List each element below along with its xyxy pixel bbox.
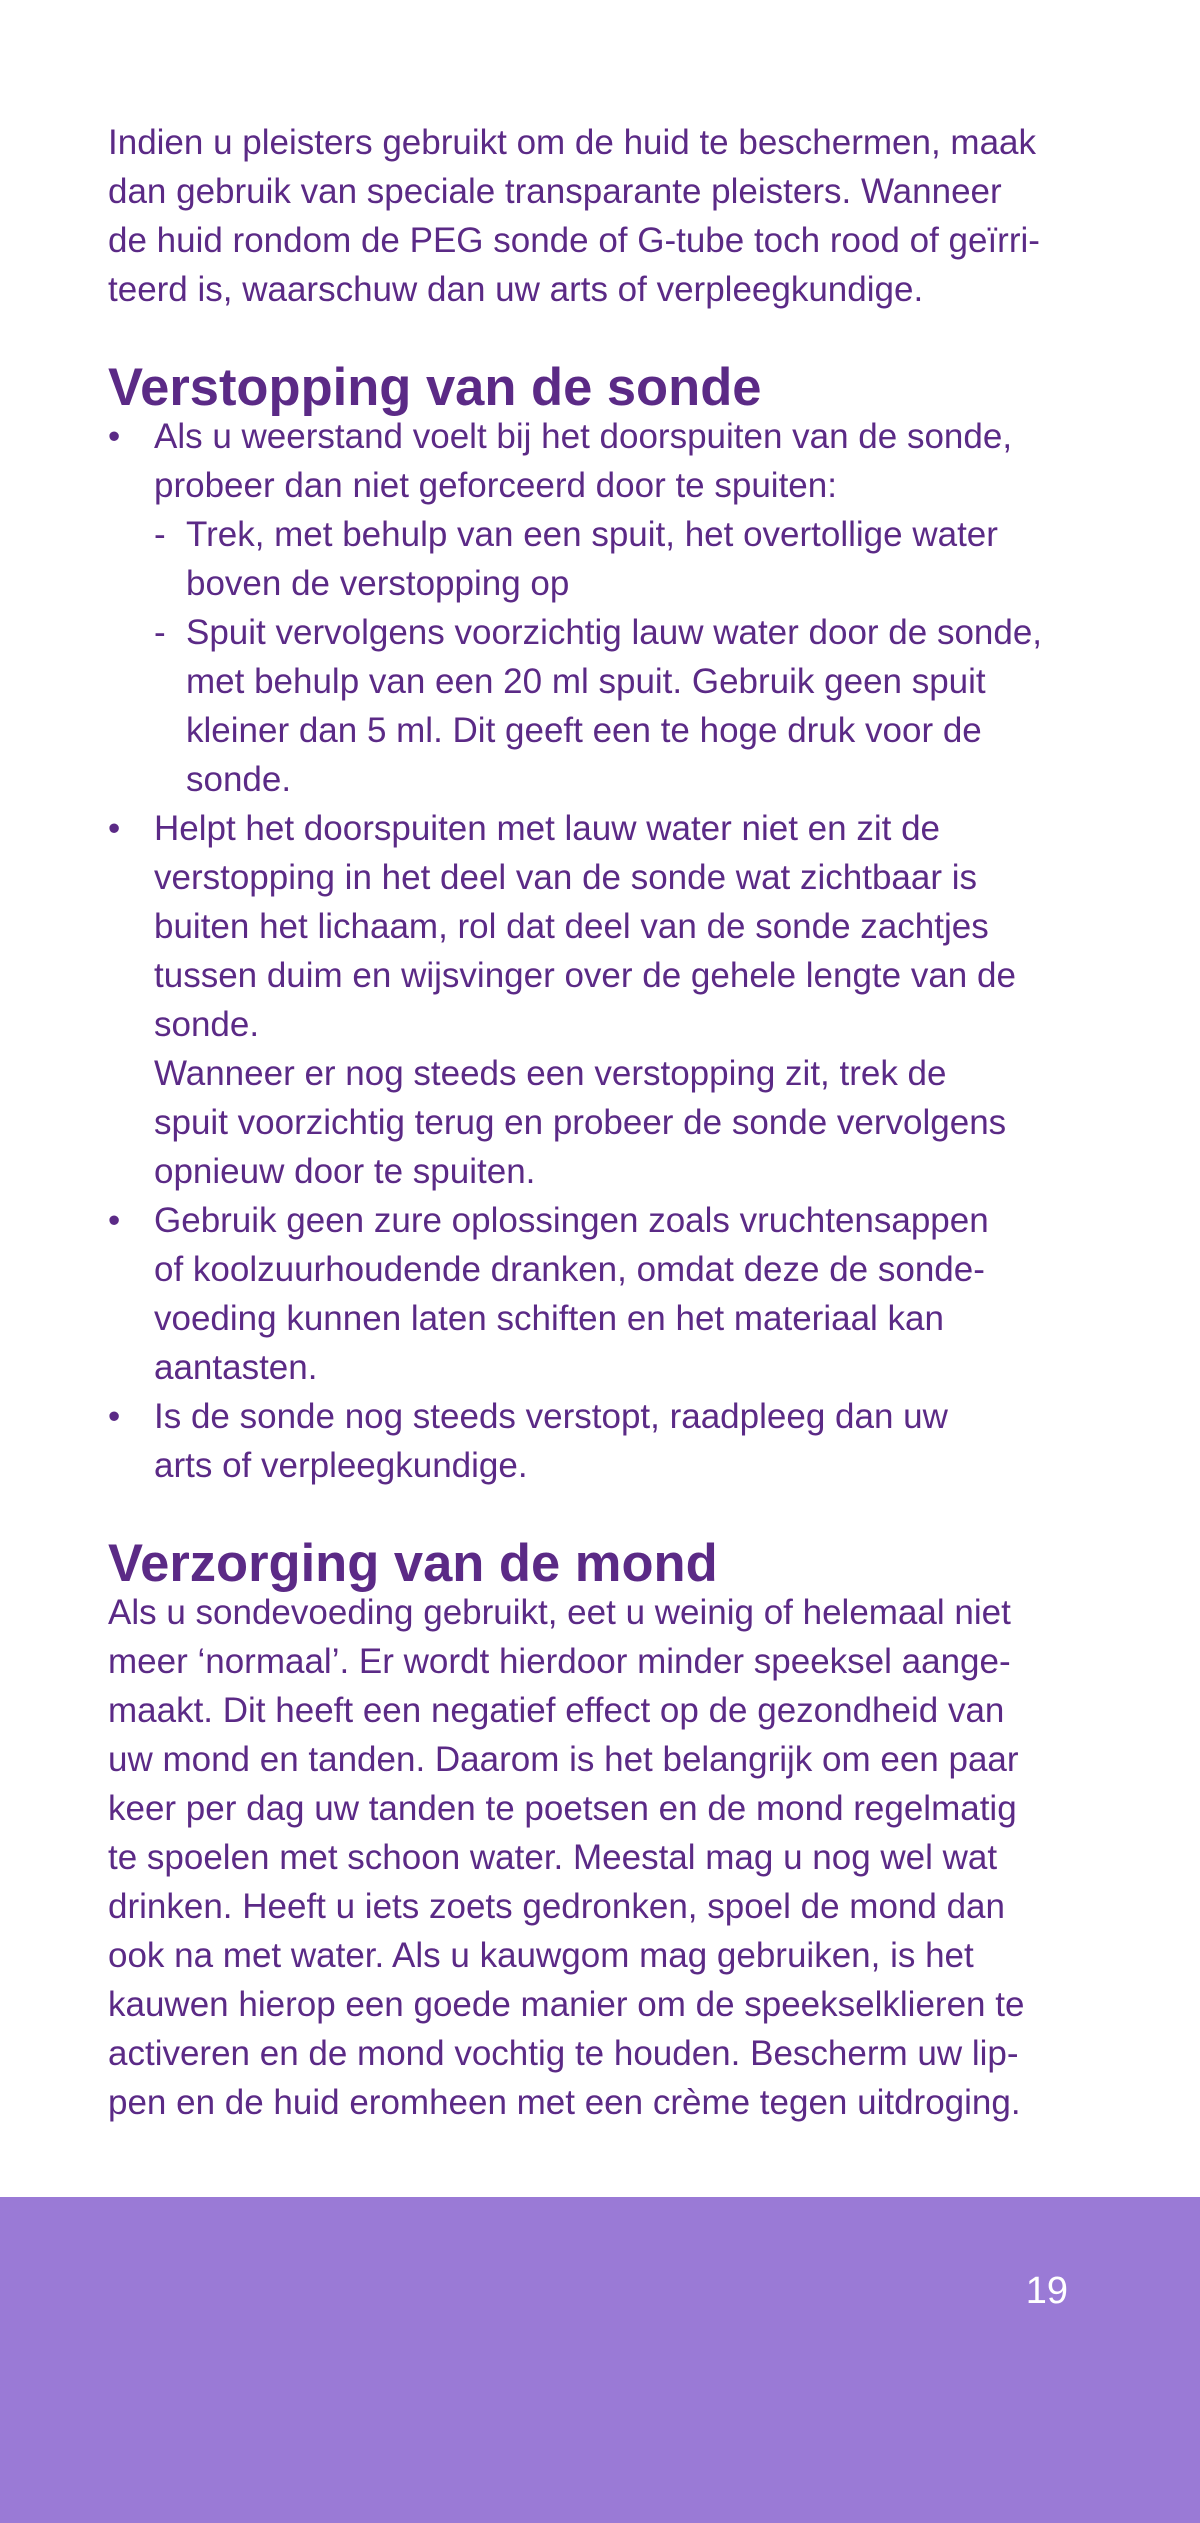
bullet-icon: • <box>108 1201 121 1240</box>
bullet-text: Gebruik geen zure oplossingen zoals vruchtensappen of koolzuurhoudende dranken, omdat deze de sonde- voeding kunnen laten schiften en het materiaal kan aantasten. <box>154 1201 989 1387</box>
bullet-text: Als u weerstand voelt bij het doorspuiten van de sonde, probeer dan niet geforceerd door te spuiten: <box>154 417 1013 505</box>
sub-list-item <box>154 510 1108 608</box>
bullet-text: Helpt het doorspuiten met lauw water niet en zit de verstopping in het deel van de sonde wat zichtbaar is buiten het lichaam, rol dat deel van de sonde zachtjes tussen duim en wijsvinger over de gehele lengte van de sonde. Wanneer er nog steeds een verstopping zit, trek de spuit voorzichtig terug en probeer de sonde vervolgens opnieuw door te spuiten. <box>154 809 1016 1191</box>
section-heading-mond: Verzorging van de mond <box>108 1534 718 1593</box>
list-item <box>108 1196 1108 1392</box>
bullet-text: Is de sonde nog steeds verstopt, raadpleeg dan uw arts of verpleegkundige. <box>154 1397 948 1485</box>
sub-list <box>154 510 1108 804</box>
dash-icon: - <box>154 613 166 652</box>
bullet-icon: • <box>108 1397 121 1436</box>
bullet-icon: • <box>108 809 121 848</box>
intro-paragraph: Indien u pleisters gebruikt om de huid te beschermen, maak dan gebruik van speciale transparante pleisters. Wanneer de huid rondom de PEG sonde of G-tube toch rood of geïrri- teerd is, waarschuw dan uw arts of verpleegkundige. <box>108 123 1040 309</box>
sub-list-item <box>154 608 1108 804</box>
bullet-icon: • <box>108 417 121 456</box>
footer-band <box>0 2197 1200 2523</box>
page-content <box>108 118 1108 2127</box>
list-item <box>108 804 1108 1196</box>
mond-paragraph: Als u sondevoeding gebruikt, eet u weinig of helemaal niet meer ‘normaal’. Er wordt hierdoor minder speeksel aange- maakt. Dit heeft een negatief effect op de gezondheid van uw mond en tanden. Daarom is het belangrijk om een paar keer per dag uw tanden te poetsen en de mond regelmatig te spoelen met schoon water. Meestal mag u nog wel wat drinken. Heeft u iets zoets gedronken, spoel de mond dan ook na met water. Als u kauwgom mag gebruiken, is het kauwen hierop een goede manier om de speekselklieren te activeren en de mond vochtig te houden. Bescherm uw lip- pen en de huid eromheen met een crème tegen uitdroging. <box>108 1593 1025 2122</box>
sub-item-text: Trek, met behulp van een spuit, het overtollige water boven de verstopping op <box>186 515 998 603</box>
list-item <box>108 412 1108 804</box>
list-item <box>108 1392 1108 1490</box>
sub-item-text: Spuit vervolgens voorzichtig lauw water door de sonde, met behulp van een 20 ml spuit. Gebruik geen spuit kleiner dan 5 ml. Dit geeft een te hoge druk voor de sonde. <box>186 613 1043 799</box>
dash-icon: - <box>154 515 166 554</box>
section-heading-verstopping: Verstopping van de sonde <box>108 358 762 417</box>
page-number: 19 <box>1025 2270 1068 2312</box>
bullet-list-verstopping <box>108 412 1108 1490</box>
